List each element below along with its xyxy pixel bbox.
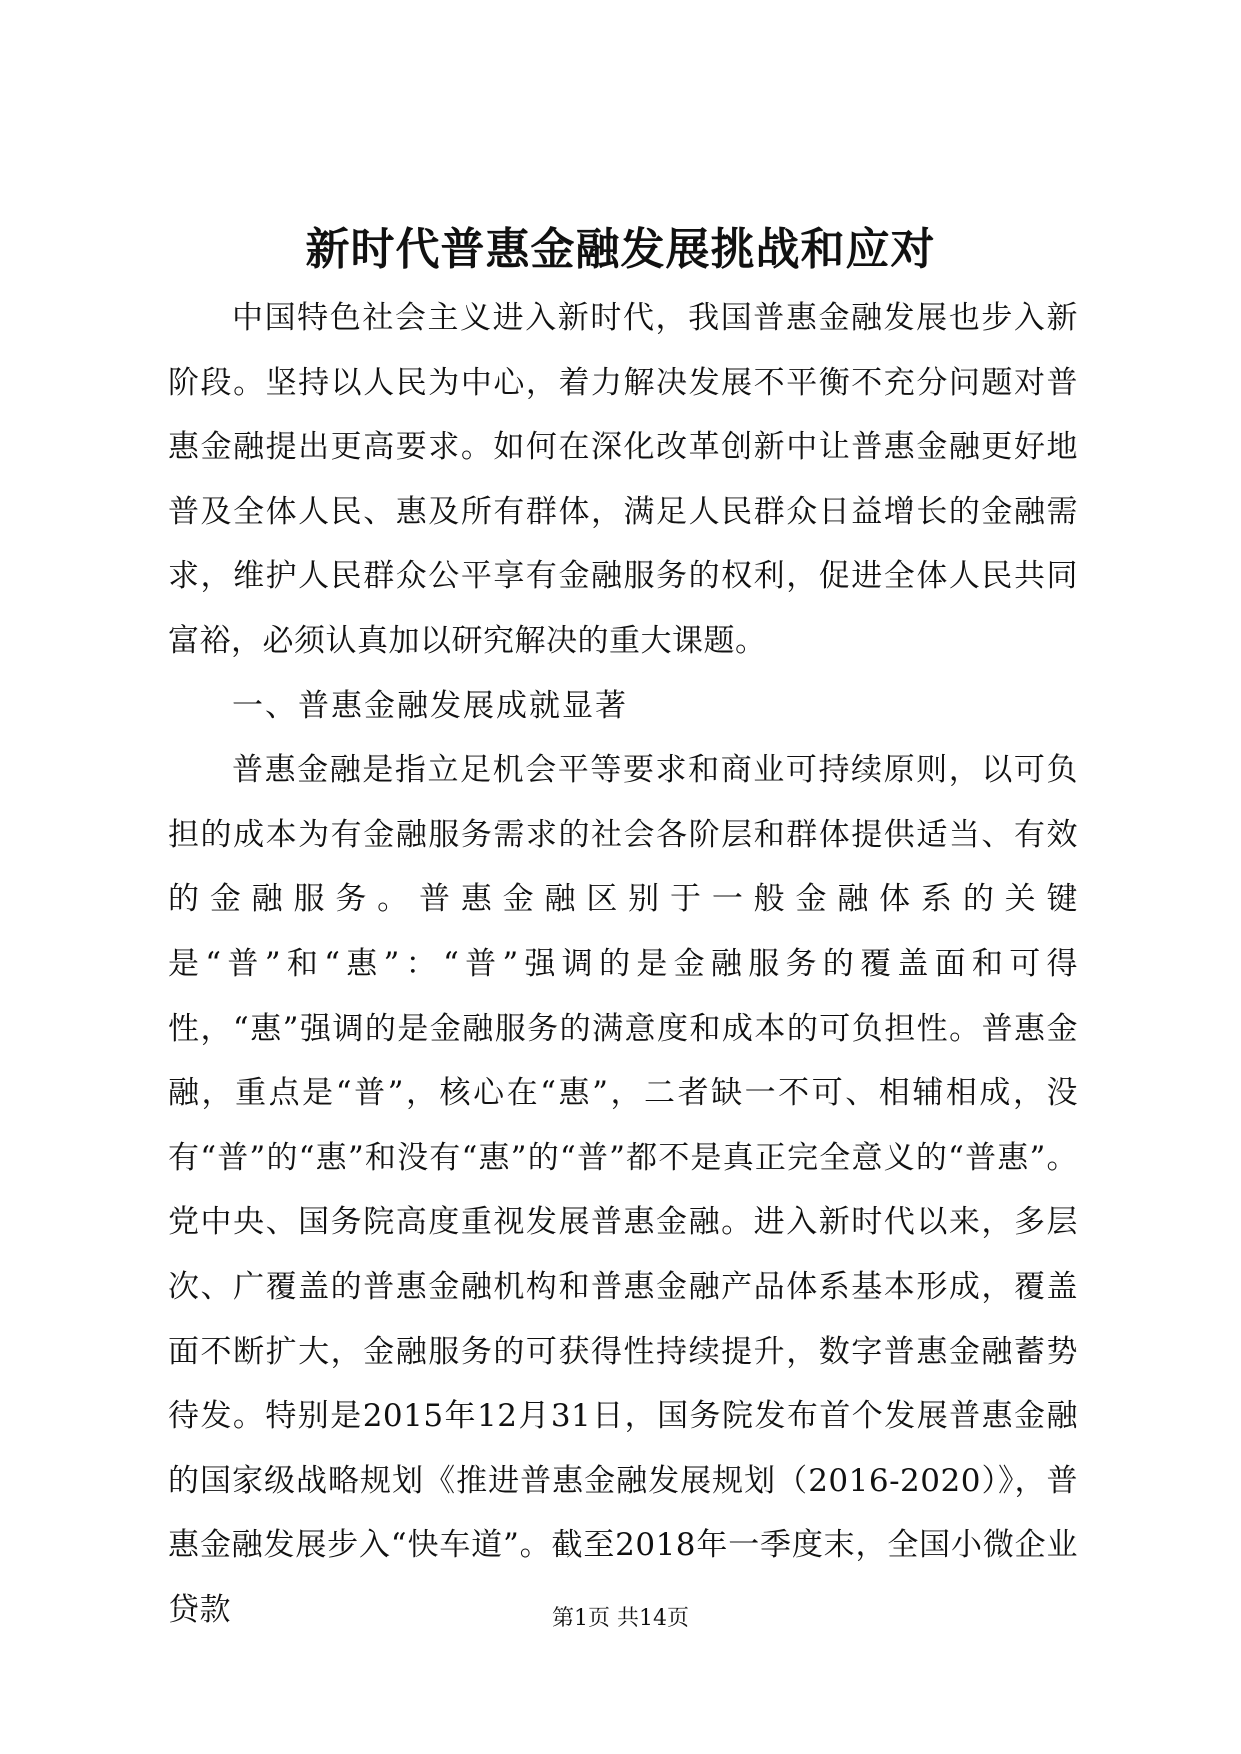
document-body [168, 286, 1078, 1642]
page-footer: 第1页 共14页 [552, 1606, 689, 1631]
paragraph-intro: 中国特色社会主义进入新时代，我国普惠金融发展也步入新阶段。坚持以人民为中心，着力解决发展不平衡不充分问题对普惠金融提出更高要求。如何在深化改革创新中让普惠金融更好地普及全体人民、惠及所有群体，满足人民群众日益增长的金融需求，维护人民群众公平享有金融服务的权利，促进全体人民共同富裕，必须认真加以研究解决的重大课题。 [168, 300, 1078, 659]
document-title: 新时代普惠金融发展挑战和应对 [305, 224, 936, 275]
section-heading: 一、普惠金融发展成就显著 [232, 687, 628, 724]
paragraph-definition: 普惠金融是指立足机会平等要求和商业可持续原则，以可负担的成本为有金融服务需求的社会各阶层和群体提供适当、有效的金融服务。普惠金融区别于一般金融体系的关键是“普”和“惠”：“普”强调的是金融服务的覆盖面和可得性，“惠”强调的是金融服务的满意度和成本的可负担性。普惠金融，重点是“普”，核心在“惠”，二者缺一不可、相辅相成，没有“普”的“惠”和没有“惠”的“普”都不是真正完全意义的“普惠”。党中央、国务院高度重视发展普惠金融。进入新时代以来，多层次、广覆盖的普惠金融机构和普惠金融产品体系基本形成，覆盖面不断扩大，金融服务的可获得性持续提升，数字普惠金融蓄势待发。特别是2015年12月31日，国务院发布首个发展普惠金融的国家级战略规划《推进普惠金融发展规划（2016-2020）》，普惠金融发展步入“快车道”。截至2018年一季度末，全国小微企业贷款 [168, 752, 1078, 1628]
